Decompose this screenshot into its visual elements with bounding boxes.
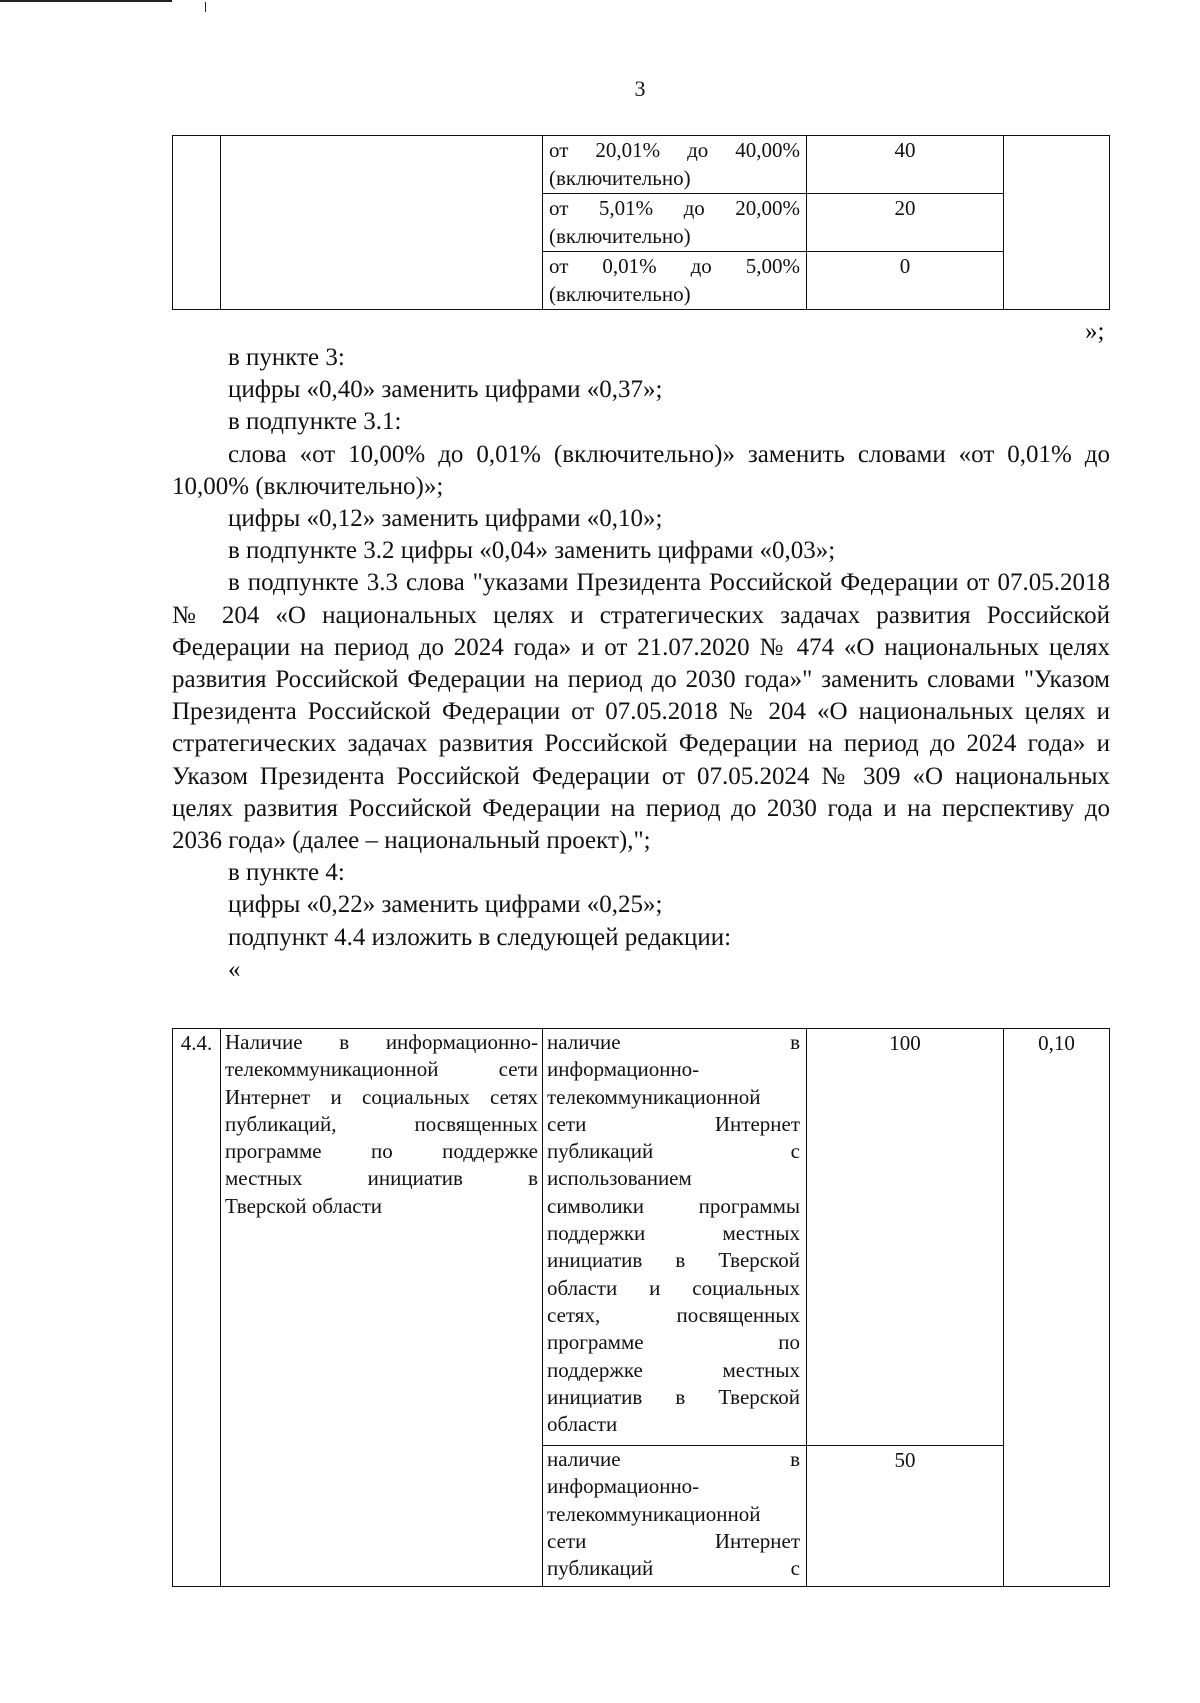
indicator-cell: Наличие в информационно- телекоммуникационной сети Интернет и социальных сетях публикаций, посвященных программе по поддержке местных инициатив в Тверской области [221,1029,543,1587]
scan-edge-mark [205,2,206,12]
paragraph: в пункте 4: [228,859,345,887]
score-cell: 20 [807,194,1004,252]
closing-quote: »; [1085,318,1105,345]
paragraph: цифры «0,40» заменить цифрами «0,37»; [228,376,663,404]
criterion-cell: от 0,01% до 5,00% (включительно) [543,252,807,310]
paragraph: цифры «0,12» заменить цифрами «0,10»; [228,505,663,533]
paragraph: в подпункте 3.2 цифры «0,04» заменить цифрами «0,03»; [228,537,836,565]
paragraph: в пункте 3: [228,344,345,371]
document-body [172,342,1110,986]
page-number: 3 [634,76,646,101]
paragraph: цифры «0,22» заменить цифрами «0,25»; [228,891,663,919]
paragraph: слова «от 10,00% до 0,01% (включительно)» заменить словами «от 0,01% до 10,00% (включительно)»; [172,440,1110,500]
score-cell: 100 [807,1029,1004,1446]
opening-quote: « [228,955,241,983]
criterion-cell: от 5,01% до 20,00% (включительно) [543,194,807,252]
scoring-table-continuation [172,135,1110,310]
paragraph: в подпункте 3.3 слова "указами Президента Российской Федерации от 07.05.2018 № 204 «О национальных целях и стратегических задачах развития Российской Федерации на период до 2024 года» и от 21.07.2020 № 474 «О национальных целях развития Российской Федерации на период до 2030 года»" заменить словами "Указом Президента Российской Федерации от 07.05.2018 № 204 «О национальных целях и стратегических задачах развития Российской Федерации на период до 2024 года» и Указом Президента Российской Федерации от 07.05.2024 № 309 «О национальных целях развития Российской Федерации на период до 2030 года и на перспективу до 2036 года» (далее – национальный проект),"; [172,569,1110,855]
indicator-cell [221,136,543,310]
weight-cell: 0,10 [1004,1029,1110,1587]
paragraph: в подпункте 3.1: [228,408,402,436]
score-cell: 50 [807,1446,1004,1587]
criterion-cell: наличие в информационно- телекоммуникационной сети Интернет публикаций с использованием символики программы поддержки местных инициатив в Тверской области и социальных сетях, посвященных программе по поддержке местных инициатив в Тверской области [543,1029,807,1446]
criterion-cell: наличие в информационно- телекоммуникационной сети Интернет публикаций с [543,1446,807,1587]
weight-cell [1004,136,1110,310]
paragraph: подпункт 4.4 изложить в следующей редакции: [228,923,732,951]
score-cell: 0 [807,252,1004,310]
score-cell: 40 [807,136,1004,194]
number-cell: 4.4. [173,1029,221,1587]
number-cell [173,136,221,310]
criterion-cell: от 20,01% до 40,00% (включительно) [543,136,807,194]
scoring-table-4-4 [172,1028,1110,1587]
scan-edge-mark [0,0,172,2]
